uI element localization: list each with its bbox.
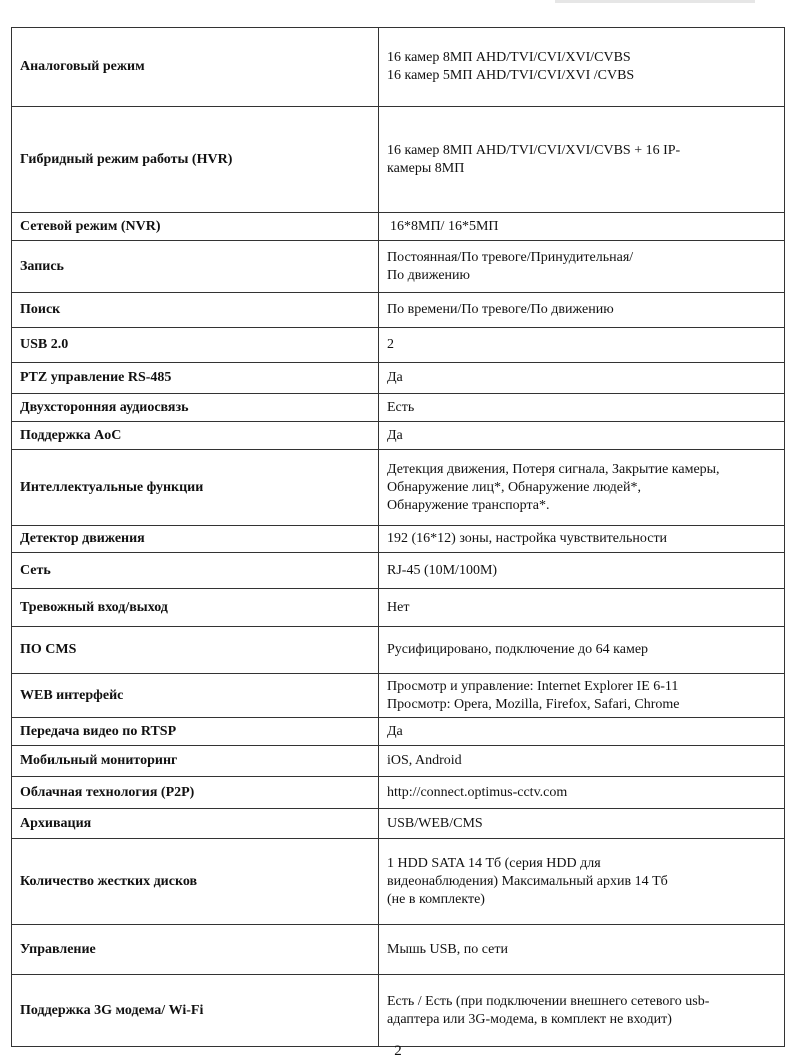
table-row: [12, 674, 785, 718]
table-row: [12, 293, 785, 328]
row-value: Русифицировано, подключение до 64 камер: [379, 627, 785, 674]
row-value: Мышь USB, по сети: [379, 925, 785, 975]
row-value: http://connect.optimus-cctv.com: [379, 777, 785, 809]
row-value: 16*8МП/ 16*5МП: [379, 213, 785, 241]
row-key: Поиск: [12, 293, 379, 328]
row-key: Запись: [12, 241, 379, 293]
header-rule: [555, 0, 755, 3]
row-value: iOS, Android: [379, 746, 785, 777]
table-row: [12, 553, 785, 589]
page-number: 2: [394, 1043, 402, 1059]
row-key: Облачная технология (P2P): [12, 777, 379, 809]
row-value: Нет: [379, 589, 785, 627]
row-value: Есть / Есть (при подключении внешнего сетевого usb- адаптера или 3G-модема, в комплект не входит): [379, 975, 785, 1047]
table-row: [12, 526, 785, 553]
row-value: 2: [379, 328, 785, 363]
row-value: 1 HDD SATA 14 Тб (серия HDD для видеонаблюдения) Максимальный архив 14 Тб (не в комплекте): [379, 839, 785, 925]
row-value: Да: [379, 363, 785, 394]
row-value: Детекция движения, Потеря сигнала, Закрытие камеры, Обнаружение лиц*, Обнаружение людей*, Обнаружение транспорта*.: [379, 450, 785, 526]
table-row: [12, 589, 785, 627]
row-value: По времени/По тревоге/По движению: [379, 293, 785, 328]
row-key: Интеллектуальные функции: [12, 450, 379, 526]
row-value: Есть: [379, 394, 785, 422]
row-key: USB 2.0: [12, 328, 379, 363]
table-row: [12, 718, 785, 746]
table-row: [12, 975, 785, 1047]
row-value: 16 камер 8МП AHD/TVI/CVI/XVI/CVBS 16 камер 5МП AHD/TVI/CVI/XVI /CVBS: [379, 28, 785, 107]
row-key: Сеть: [12, 553, 379, 589]
row-key: Мобильный мониторинг: [12, 746, 379, 777]
table-row: [12, 28, 785, 107]
table-row: [12, 777, 785, 809]
row-key: Детектор движения: [12, 526, 379, 553]
table-row: [12, 809, 785, 839]
table-row: [12, 422, 785, 450]
row-value: RJ-45 (10M/100M): [379, 553, 785, 589]
row-key: Сетевой режим (NVR): [12, 213, 379, 241]
row-value: Да: [379, 422, 785, 450]
row-key: WEB интерфейс: [12, 674, 379, 718]
table-row: [12, 394, 785, 422]
row-key: Аналоговый режим: [12, 28, 379, 107]
table-row: [12, 746, 785, 777]
row-key: Гибридный режим работы (HVR): [12, 107, 379, 213]
table-row: [12, 328, 785, 363]
row-key: ПО CMS: [12, 627, 379, 674]
table-row: [12, 450, 785, 526]
row-key: Двухсторонняя аудиосвязь: [12, 394, 379, 422]
table-row: [12, 925, 785, 975]
table-row: [12, 839, 785, 925]
table-row: [12, 107, 785, 213]
row-value: USB/WEB/CMS: [379, 809, 785, 839]
table-row: [12, 213, 785, 241]
row-key: Поддержка AoC: [12, 422, 379, 450]
row-key: Количество жестких дисков: [12, 839, 379, 925]
row-key: Архивация: [12, 809, 379, 839]
row-key: Тревожный вход/выход: [12, 589, 379, 627]
table-row: [12, 363, 785, 394]
row-key: Управление: [12, 925, 379, 975]
row-value: 192 (16*12) зоны, настройка чувствительности: [379, 526, 785, 553]
row-key: Передача видео по RTSP: [12, 718, 379, 746]
row-key: Поддержка 3G модема/ Wi-Fi: [12, 975, 379, 1047]
row-value: 16 камер 8МП AHD/TVI/CVI/XVI/CVBS + 16 IP- камеры 8МП: [379, 107, 785, 213]
spec-table: [11, 27, 785, 1047]
row-value: Просмотр и управление: Internet Explorer IE 6-11 Просмотр: Opera, Mozilla, Firefox, Safari, Chrome: [379, 674, 785, 718]
table-row: [12, 241, 785, 293]
row-key: PTZ управление RS-485: [12, 363, 379, 394]
table-row: [12, 627, 785, 674]
row-value: Да: [379, 718, 785, 746]
row-value: Постоянная/По тревоге/Принудительная/ По движению: [379, 241, 785, 293]
